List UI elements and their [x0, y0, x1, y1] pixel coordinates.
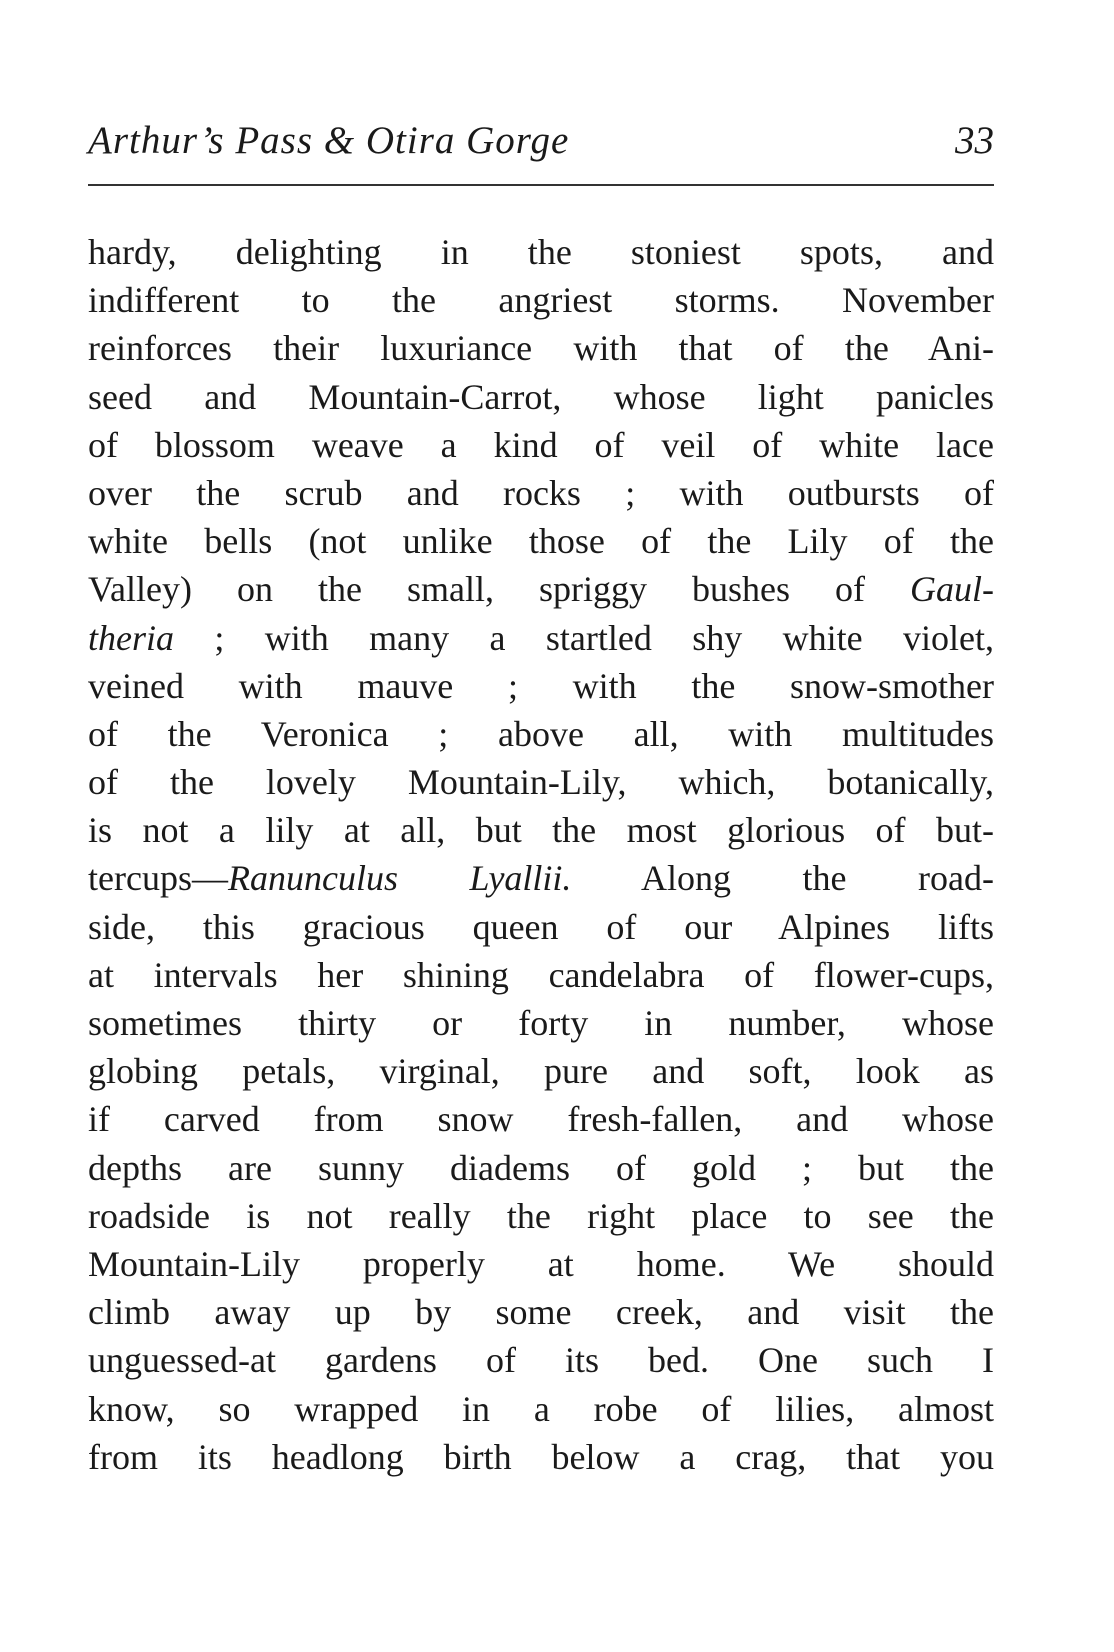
- line-text: Valley) on the small, spriggy bushes of: [88, 569, 910, 610]
- text-line: [88, 517, 994, 565]
- text-line: [88, 324, 994, 372]
- text-line: [88, 614, 994, 662]
- text-line: [88, 1385, 994, 1433]
- line-text: is not a lily at all, but the most glorious of but-: [88, 810, 994, 851]
- text-line: [88, 1240, 994, 1288]
- text-line: [88, 1433, 994, 1481]
- text-line: [88, 1288, 994, 1336]
- line-text: over the scrub and rocks ; with outbursts of: [88, 472, 994, 513]
- header-rule: [88, 184, 994, 186]
- line-text: hardy, delighting in the stoniest spots, and: [88, 232, 994, 272]
- italic-text: Ranunculus Lyallii.: [227, 858, 572, 899]
- text-line: [88, 228, 994, 276]
- text-line: [88, 1047, 994, 1095]
- line-text: from its headlong birth below a crag, that you: [88, 1436, 994, 1477]
- line-text: of blossom weave a kind of veil of white lace: [88, 424, 994, 465]
- text-line: [88, 1336, 994, 1384]
- text-line: [88, 710, 994, 758]
- text-line: [88, 1095, 994, 1143]
- text-line: [88, 951, 994, 999]
- line-text: Mountain-Lily properly at home. We should: [88, 1243, 994, 1284]
- line-text: reinforces their luxuriance with that of the Ani-: [88, 328, 994, 369]
- line-text: climb away up by some creek, and visit the: [88, 1292, 994, 1333]
- text-line: [88, 999, 994, 1047]
- line-text: veined with mauve ; with the snow-smother: [88, 665, 994, 706]
- text-line: [88, 903, 994, 951]
- text-line: [88, 854, 994, 902]
- line-text: seed and Mountain-Carrot, whose light panicles: [88, 376, 994, 417]
- line-text: of the lovely Mountain-Lily, which, botanically,: [88, 762, 994, 803]
- page-number: 33: [955, 119, 994, 162]
- line-text: side, this gracious queen of our Alpines lifts: [88, 906, 994, 947]
- text-line: [88, 421, 994, 469]
- text-line: [88, 565, 994, 613]
- line-text: roadside is not really the right place to see the: [88, 1195, 994, 1236]
- text-line: [88, 373, 994, 421]
- body-text: [88, 228, 994, 1481]
- line-text: at intervals her shining candelabra of flower-cups,: [88, 954, 994, 995]
- line-text: ; with many a startled shy white violet,: [174, 617, 994, 658]
- italic-text: theria: [88, 617, 174, 658]
- running-head: [88, 118, 994, 174]
- text-line: [88, 1192, 994, 1240]
- line-text: depths are sunny diadems of gold ; but the: [88, 1147, 994, 1188]
- text-line: [88, 662, 994, 710]
- line-text: know, so wrapped in a robe of lilies, almost: [88, 1388, 994, 1429]
- line-text: sometimes thirty or forty in number, whose: [88, 1003, 994, 1043]
- italic-text: Gaul-: [910, 569, 994, 610]
- line-text: of the Veronica ; above all, with multitudes: [88, 713, 994, 754]
- text-line: [88, 806, 994, 854]
- text-line: [88, 469, 994, 517]
- running-title: Arthur’s Pass & Otira Gorge: [88, 119, 570, 162]
- line-text: globing petals, virginal, pure and soft, look as: [88, 1051, 994, 1092]
- line-text: if carved from snow fresh-fallen, and whose: [88, 1099, 994, 1140]
- text-line: [88, 276, 994, 324]
- line-text: indifferent to the angriest storms. November: [88, 280, 994, 321]
- line-text: white bells (not unlike those of the Lily of the: [88, 521, 994, 562]
- line-text: Along the road-: [571, 858, 994, 899]
- text-line: [88, 1144, 994, 1192]
- line-text: tercups—: [88, 858, 228, 899]
- line-text: unguessed-at gardens of its bed. One such I: [88, 1340, 994, 1381]
- text-line: [88, 758, 994, 806]
